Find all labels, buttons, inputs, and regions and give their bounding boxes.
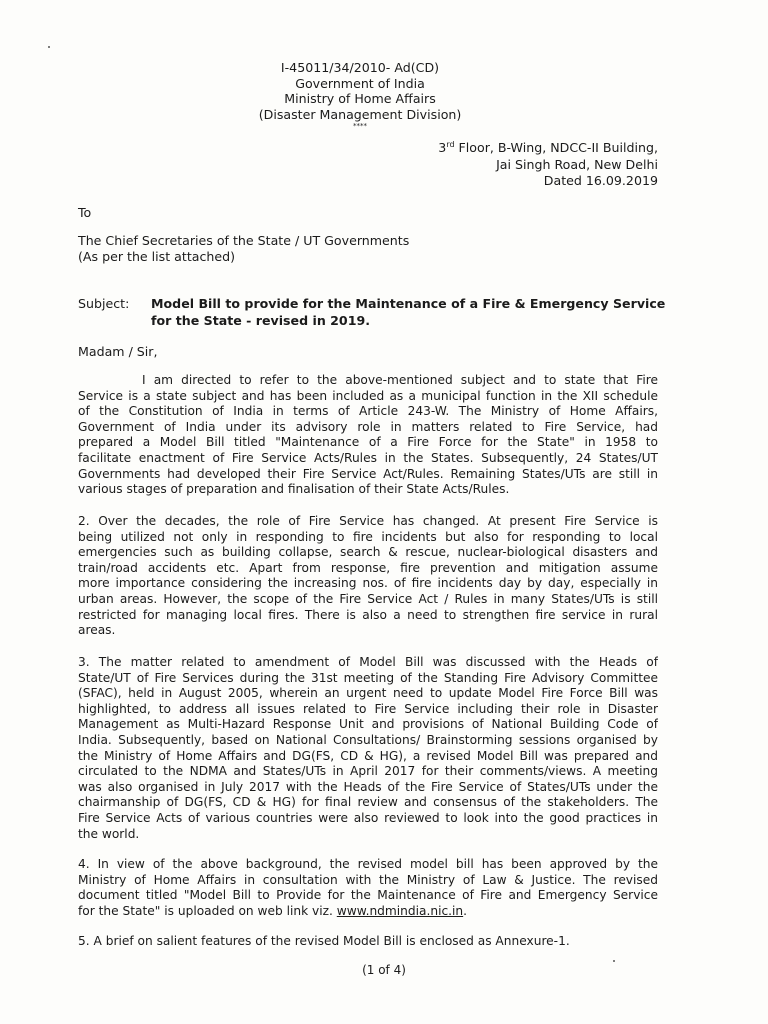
paragraph-line: 3. The matter related to amendment of Model Bill was discussed with the Heads of xyxy=(78,655,658,669)
sender-address xyxy=(438,137,658,190)
paragraph-line: of the Constitution of India in terms of Article 243-W. The Ministry of Home Affairs, xyxy=(78,404,658,419)
paragraph-line: highlighted, to address all issues related to Fire Service including their role in Disaster xyxy=(78,701,658,716)
ndma-web-link[interactable]: www.ndmindia.nic.in xyxy=(336,903,464,918)
paragraph-5 xyxy=(78,934,658,950)
paragraph-line: Ministry of Home Affairs in consultation with the Ministry of Law & Justice. The revised xyxy=(78,872,658,887)
paragraph-line: State/UT of Fire Services during the 31st meeting of the Standing Fire Advisory Committee xyxy=(78,670,658,685)
paragraph-line: facilitate enactment of Fire Service Acts/Rules in the States. Subsequently, 24 States/UT xyxy=(78,450,658,465)
paragraph-line: Service is a state subject and has been included as a municipal function in the XII schedule xyxy=(78,388,658,403)
paragraph-line: the world. xyxy=(78,826,140,841)
paragraph-line: 2. Over the decades, the role of Fire Service has changed. At present Fire Service is xyxy=(78,514,658,528)
paragraph-line: areas. xyxy=(78,623,116,638)
paragraph-line: restricted for managing local fires. There is also a need to strengthen fire service in rural xyxy=(78,607,658,622)
to-label: To xyxy=(78,205,92,220)
header-stars: **** xyxy=(353,122,367,131)
recipient-line-1: The Chief Secretaries of the State / UT Governments xyxy=(78,233,410,248)
paragraph-line: prepared a Model Bill titled "Maintenance of a Fire Force for the State" in 1958 to xyxy=(78,435,658,450)
paragraph-line: I am directed to refer to the above-mentioned subject and to state that Fire xyxy=(142,373,658,387)
paragraph-line: the Ministry of Home Affairs and DG(FS, CD & HG), a revised Model Bill was prepared and xyxy=(78,748,658,763)
government-name: Government of India xyxy=(295,75,425,91)
paragraph-line: various stages of preparation and finalisation of their State Acts/Rules. xyxy=(78,482,510,497)
paragraph-line: 4. In view of the above background, the revised model bill has been approved by the xyxy=(78,857,658,871)
scan-speck xyxy=(613,960,615,962)
subject-text: Model Bill to provide for the Maintenance of a Fire & Emergency Service for the State - revised in 2019. xyxy=(151,296,666,328)
paragraph-line: Governments had developed their Fire Service Act/Rules. Remaining States/UTs are still in xyxy=(78,466,658,481)
paragraph-line: circulated to the NDMA and States/UTs in April 2017 for their comments/views. A meeting xyxy=(78,764,658,779)
paragraph-line: for the State" is uploaded on web link viz. www.ndmindia.nic.in. xyxy=(78,903,468,918)
salutation: Madam / Sir, xyxy=(78,344,158,359)
paragraph-line: document titled "Model Bill to Provide for the Maintenance of Fire and Emergency Service xyxy=(78,888,658,903)
subject-label: Subject: xyxy=(78,296,130,311)
letter-date: Dated 16.09.2019 xyxy=(543,173,658,189)
division-name: (Disaster Management Division) xyxy=(258,106,462,122)
paragraph-line: being utilized not only in responding to fire incidents but also for responding to local xyxy=(78,529,658,544)
paragraph-line: Fire Service Acts of various countries were also reviewed to look into the good practices in xyxy=(78,810,658,825)
address-line-2: Jai Singh Road, New Delhi xyxy=(496,156,658,172)
paragraph-line: chairmanship of DG(FS, CD & HG) for final review and consensus of the stakeholders. The xyxy=(78,795,658,810)
scan-speck xyxy=(48,46,50,48)
paragraph-2 xyxy=(78,514,658,639)
paragraph-line: (SFAC), held in August 2005, wherein an urgent need to update Model Fire Force Bill was xyxy=(78,686,658,701)
address-line-1: 3rd Floor, B-Wing, NDCC-II Building, xyxy=(438,140,658,156)
recipient xyxy=(78,233,409,265)
paragraph-1 xyxy=(78,373,658,498)
paragraph-line: urban areas. However, the scope of the Fire Service Act / Rules in many States/UTs is still xyxy=(78,591,658,606)
ministry-name: Ministry of Home Affairs xyxy=(284,91,436,107)
paragraph-line: train/road accidents etc. Apart from response, fire prevention and mitigation assume xyxy=(78,560,658,575)
paragraph-line: India. Subsequently, based on National Consultations/ Brainstorming sessions organised by xyxy=(78,732,658,747)
paragraph-line: emergencies such as building collapse, search & rescue, nuclear-biological disasters and xyxy=(78,545,658,560)
paragraph-line: more importance considering the increasing nos. of fire incidents day by day, especially in xyxy=(78,576,658,591)
reference-number: I-45011/34/2010- Ad(CD) xyxy=(280,60,440,75)
page-number: (1 of 4) xyxy=(362,963,406,977)
paragraph-4 xyxy=(78,857,658,919)
paragraph-3 xyxy=(78,655,658,842)
paragraph-line: Management as Multi-Hazard Response Unit and provisions of National Building Code of xyxy=(78,717,658,732)
recipient-line-2: (As per the list attached) xyxy=(78,249,236,264)
paragraph-line: was also organised in July 2017 with the Heads of the Fire Service of States/UTs under the xyxy=(78,779,658,794)
paragraph-line: Government of India under its advisory role in matters related to Fire Service, had xyxy=(78,419,658,434)
paragraph-line: 5. A brief on salient features of the revised Model Bill is enclosed as Annexure-1. xyxy=(78,934,570,948)
letter-header xyxy=(180,60,540,130)
